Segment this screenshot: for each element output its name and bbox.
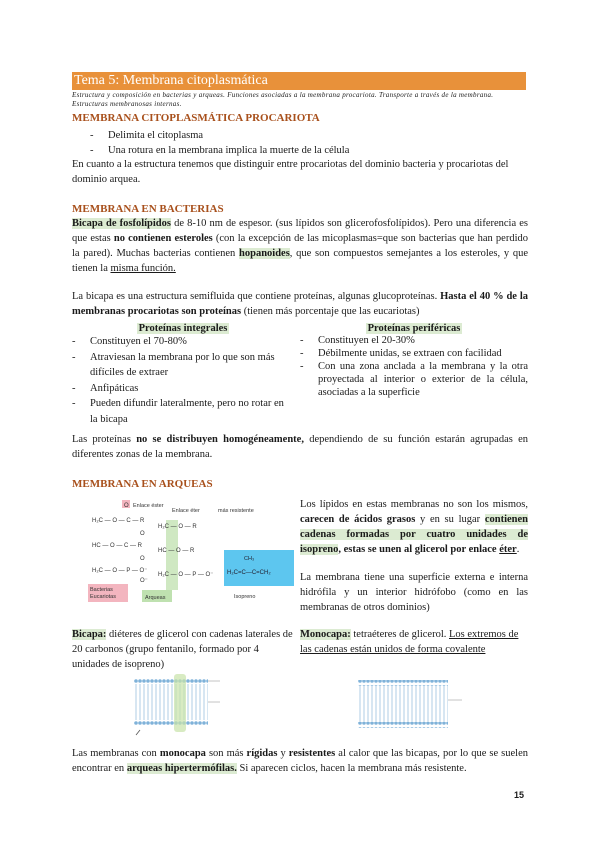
svg-text:H₂C — O — R: H₂C — O — R [158,524,197,530]
page-subtitle: Estructura y composición en bacterias y arqueas. Funciones asociadas a la membrana procariota. Transporte a través de la membrana. Estructuras membranosas internas. [72,91,494,108]
svg-text:Eucariotas: Eucariotas [90,594,116,600]
monocapa-description: Monocapa: tetraéteres de glicerol. Los extremos de las cadenas están unidos de forma covalente [300,629,519,655]
page-title: Tema 5: Membrana citoplasmática [74,73,268,88]
section-heading-arqueas: MEMBRANA EN ARQUEAS [72,478,213,490]
list-item: - Atraviesan la membrana por lo que son más difíciles de extraer [72,351,275,378]
archaea-label: Arqueas [145,595,166,601]
monolayer-membrane-illustration [358,672,478,738]
svg-text:H₂C — O — C — R: H₂C — O — C — R [92,518,145,524]
section1-paragraph: En cuanto a la estructura tenemos que distinguir entre procariotas del dominio bacteria y procariotas del dominio arquea. [72,159,509,185]
list-item: - Delimita el citoplasma [90,130,204,141]
bicapa-description: Bicapa: diéteres de glicerol con cadenas laterales de 20 carbonos (grupo fentanilo, formado por 4 unidades de isopreno) [72,629,293,670]
list-item: - Constituyen el 70-80% [72,336,187,347]
svg-text:H₂C=C—C=CH₂: H₂C=C—C=CH₂ [227,570,271,576]
list-item: - Con una zona anclada a la membrana y la otra proyectada al interior o exterior de la célula, asociadas a la superficie [300,361,528,398]
svg-text:más resistente: más resistente [218,508,254,514]
list-item: - Débilmente unidas, se extraen con facilidad [300,348,502,359]
bacteria-paragraph-2: La bicapa es una estructura semifluida que contiene proteínas, algunas glucoproteínas. Hasta el 40 % de la membranas procariotas son proteínas (tienen más porcentaje que las eucariotas) [72,291,528,317]
svg-text:CH₃: CH₃ [244,556,255,562]
ether-label: Enlace éter [172,508,200,514]
svg-text:HC — O — R: HC — O — R [158,548,195,554]
list-item: - Una rotura en la membrana implica la muerte de la célula [90,145,350,156]
page-number: 15 [514,790,525,800]
svg-text:H₂C — O — P — O⁻: H₂C — O — P — O⁻ [92,568,148,574]
peripheral-proteins-column [300,323,528,399]
bilayer-membrane-illustration [134,672,234,738]
section1-bullets [90,128,520,158]
svg-text:O⁻: O⁻ [140,578,148,584]
ester-label: Enlace éster [133,503,164,509]
svg-text:HC — O — C — R: HC — O — C — R [92,543,143,549]
archaea-right-paragraph-2: La membrana tiene una superficie externa e interna hidrófila y un interior hidrófobo (como en las membranas de otros dominios) [300,572,528,613]
integral-proteins-title: Proteínas integrales [138,323,228,334]
section-heading-procariota: MEMBRANA CITOPLASMÁTICA PROCARIOTA [72,112,320,124]
svg-text:H₂C — O — P — O⁻: H₂C — O — P — O⁻ [158,572,214,578]
isoprene-label: Isopreno [234,594,256,600]
ester-ether-diagram [88,500,298,604]
peripheral-proteins-title: Proteínas periféricas [367,323,461,334]
bacteria-label: Bacterias [90,587,113,593]
bacteria-paragraph-1: Bicapa de fosfolípidos de 8-10 nm de espesor. (sus lípidos son glicerofosfolípidos). Pero una diferencia es que estas no contienen esteroles (con la excepción de las micoplasmas=que son bacterias que han perdido la pared). Muchas bacterias contienen hopanoides, que son compuestos semejantes a los esteroles, y que tienen la misma función. [72,218,529,274]
isoprene-box [224,550,294,586]
svg-text:O: O [124,503,129,509]
list-item: - Pueden difundir lateralmente, pero no rotar en la bicapa [72,398,284,425]
section-heading-bacterias: MEMBRANA EN BACTERIAS [72,203,224,215]
svg-text:O: O [140,556,145,562]
final-paragraph: Las membranas con monocapa son más rígidas y resistentes al calor que las bicapas, por lo que se suelen encontrar en arqueas hipertermófilas. Si aparecen ciclos, hacen la membrana más resistente. [72,748,528,774]
archaea-right-paragraph: Los lípidos en estas membranas no son los mismos, carecen de ácidos grasos y en su lugar contienen cadenas formadas por cuatro unidades de isopreno, estas se unen al glicerol por enlace éter. [300,499,528,555]
integral-proteins-column [72,323,294,427]
list-item: - Constituyen el 20-30% [300,335,415,346]
bacteria-paragraph-3: Las proteínas no se distribuyen homogéneamente, dependiendo de su función estarán agrupadas en diferentes zonas de la membrana. [72,434,528,460]
svg-text:O: O [140,531,145,537]
list-item: - Anfipáticas [72,382,139,394]
